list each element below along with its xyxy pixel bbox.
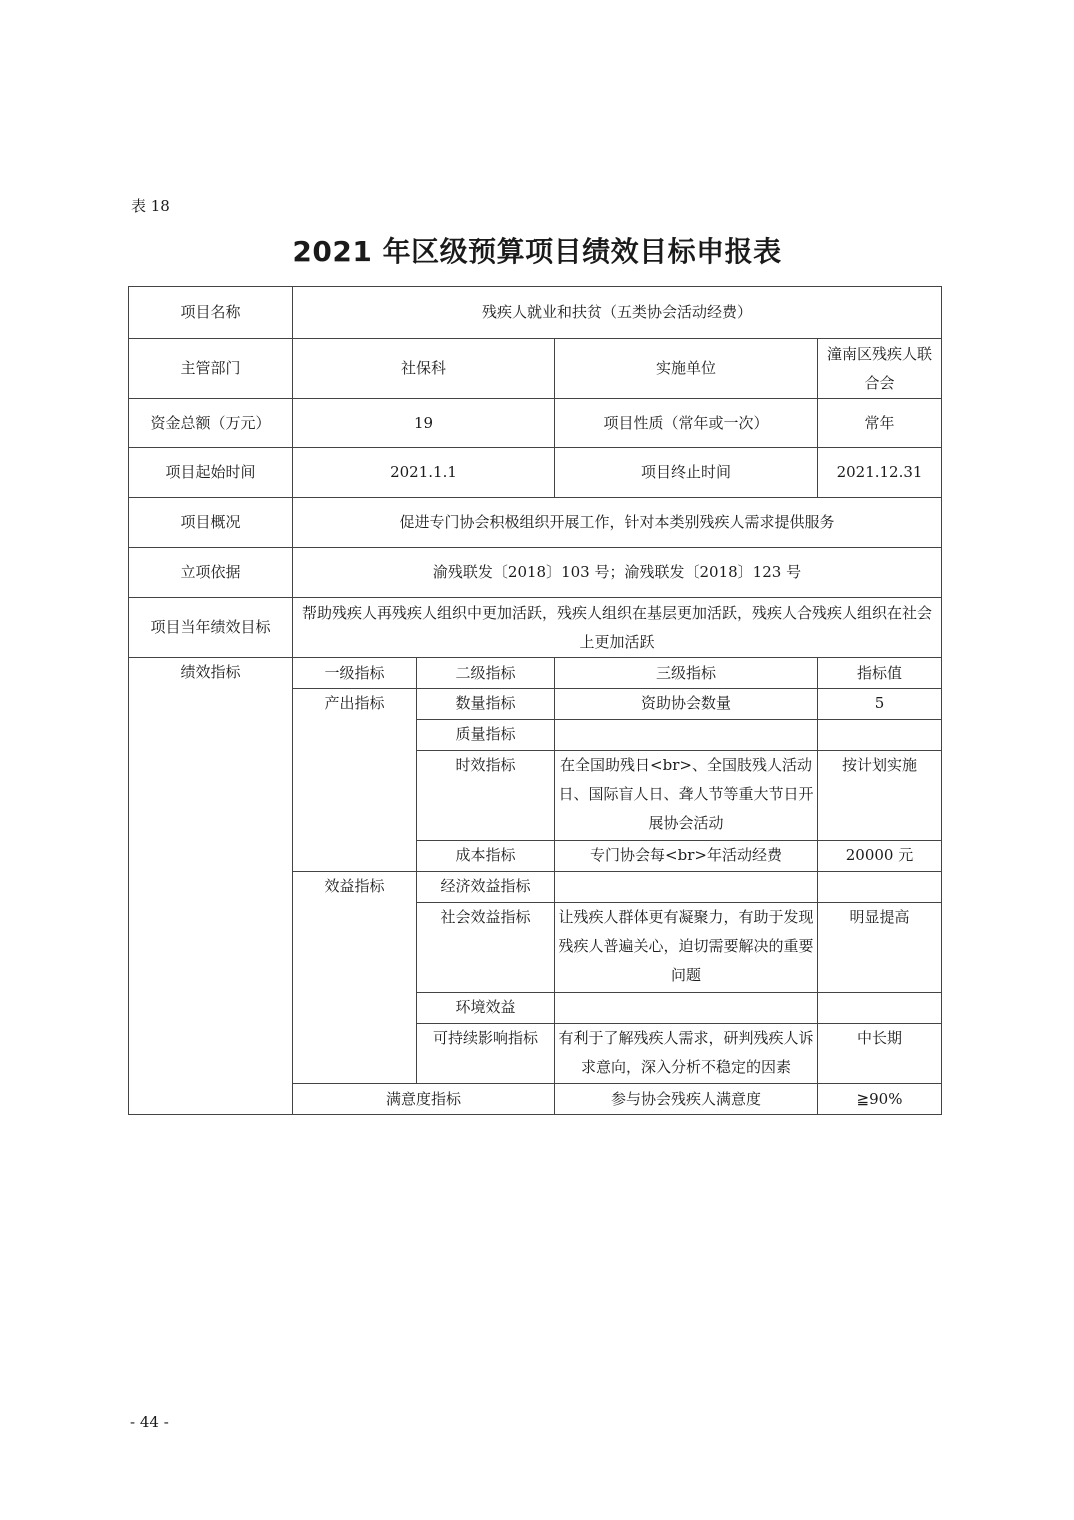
l2-cell: 数量指标 [417, 689, 555, 720]
l2-cell: 成本指标 [417, 841, 555, 872]
l3-cell: 资助协会数量 [555, 689, 818, 720]
value-overview: 促进专门协会积极组织开展工作，针对本类别残疾人需求提供服务 [293, 498, 942, 548]
row-dept [129, 339, 942, 399]
label-goal: 项目当年绩效目标 [129, 598, 293, 658]
header-level2: 二级指标 [417, 658, 555, 689]
l3-cell [555, 720, 818, 751]
header-level3: 三级指标 [555, 658, 818, 689]
row-overview [129, 498, 942, 548]
value-dept: 社保科 [293, 339, 555, 399]
value-cell [818, 872, 942, 903]
value-cell: 20000 元 [818, 841, 942, 872]
value-cell [818, 993, 942, 1024]
value-funds: 19 [293, 399, 555, 448]
l3-cell: 专门协会每<br>年活动经费 [555, 841, 818, 872]
l2-cell: 质量指标 [417, 720, 555, 751]
row-indicator-header [129, 658, 942, 689]
satisfaction-indicator: 满意度指标 [293, 1084, 555, 1115]
value-project-name: 残疾人就业和扶贫（五类协会活动经费） [293, 287, 942, 339]
header-level1: 一级指标 [293, 658, 417, 689]
value-cell [818, 720, 942, 751]
row-basis [129, 548, 942, 598]
label-end: 项目终止时间 [555, 448, 818, 498]
l3-cell: 让残疾人群体更有凝聚力，有助于发现残疾人普遍关心，迫切需要解决的重要问题 [555, 903, 818, 993]
l2-cell: 经济效益指标 [417, 872, 555, 903]
label-start: 项目起始时间 [129, 448, 293, 498]
value-goal: 帮助残疾人再残疾人组织中更加活跃，残疾人组织在基层更加活跃，残疾人合残疾人组织在社会上更加活跃 [293, 598, 942, 658]
page-title: 2021 年区级预算项目绩效目标申报表 [292, 235, 782, 268]
l2-cell: 可持续影响指标 [417, 1024, 555, 1084]
label-project-name: 项目名称 [129, 287, 293, 339]
output-indicator: 产出指标 [293, 689, 417, 872]
value-cell: ≧90% [818, 1084, 942, 1115]
label-unit: 实施单位 [555, 339, 818, 399]
row-project-name [129, 287, 942, 339]
l3-cell [555, 872, 818, 903]
l2-cell: 社会效益指标 [417, 903, 555, 993]
l3-cell: 参与协会残疾人满意度 [555, 1084, 818, 1115]
l2-cell: 时效指标 [417, 751, 555, 841]
l3-cell: 在全国助残日<br>、全国肢残人活动日、国际盲人日、聋人节等重大节日开展协会活动 [555, 751, 818, 841]
value-cell: 中长期 [818, 1024, 942, 1084]
label-funds: 资金总额（万元） [129, 399, 293, 448]
row-time [129, 448, 942, 498]
row-goal [129, 598, 942, 658]
performance-target-table [128, 286, 942, 1115]
value-cell: 按计划实施 [818, 751, 942, 841]
header-value: 指标值 [818, 658, 942, 689]
row-funds [129, 399, 942, 448]
l3-cell: 有利于了解残疾人需求，研判残疾人诉求意向，深入分析不稳定的因素 [555, 1024, 818, 1084]
value-cell: 5 [818, 689, 942, 720]
label-dept: 主管部门 [129, 339, 293, 399]
value-start: 2021.1.1 [293, 448, 555, 498]
page-number: - 44 - [130, 1413, 169, 1431]
value-end: 2021.12.31 [818, 448, 942, 498]
l2-cell: 环境效益 [417, 993, 555, 1024]
label-basis: 立项依据 [129, 548, 293, 598]
label-nature: 项目性质（常年或一次） [555, 399, 818, 448]
l3-cell [555, 993, 818, 1024]
value-cell: 明显提高 [818, 903, 942, 993]
label-overview: 项目概况 [129, 498, 293, 548]
table-number: 表 18 [131, 197, 170, 215]
benefit-indicator: 效益指标 [293, 872, 417, 1084]
value-basis: 渝残联发〔2018〕103 号；渝残联发〔2018〕123 号 [293, 548, 942, 598]
value-unit: 潼南区残疾人联合会 [818, 339, 942, 399]
label-perf: 绩效指标 [129, 658, 293, 1115]
value-nature: 常年 [818, 399, 942, 448]
